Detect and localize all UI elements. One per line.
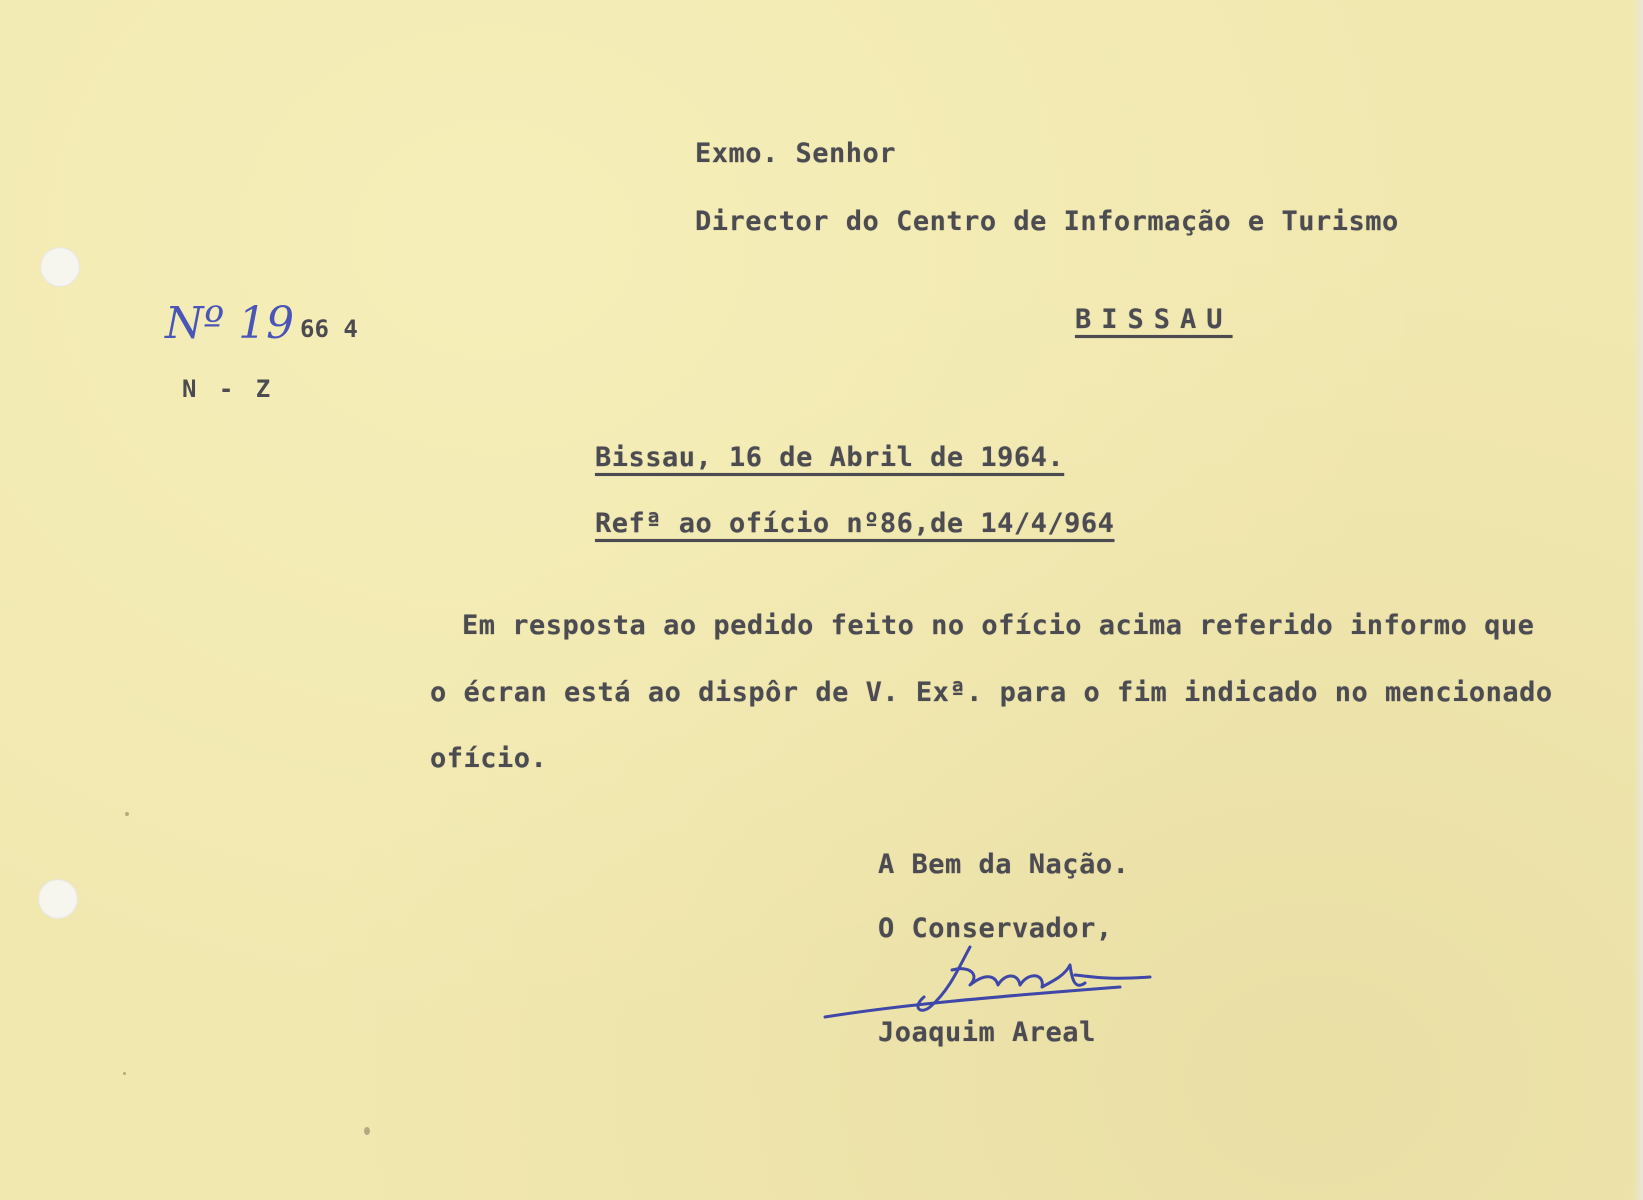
typed-file-number: 66 4 (300, 315, 358, 343)
recipient-city: BISSAU (1075, 304, 1233, 335)
handwritten-file-number: Nº 19 (165, 298, 295, 349)
date-line: Bissau, 16 de Abril de 1964. (595, 442, 1065, 473)
paper-speck (123, 1072, 126, 1075)
paper-speck (364, 1127, 370, 1135)
signer-title: O Conservador, (878, 913, 1113, 944)
closing-line: A Bem da Nação. (878, 849, 1130, 880)
salutation: Exmo. Senhor (695, 138, 897, 169)
body-line-1: Em resposta ao pedido feito no ofício acima referido informo que (462, 610, 1535, 641)
body-line-3: ofício. (430, 743, 548, 774)
punch-hole-top (40, 247, 80, 287)
body-line-2: o écran está ao dispôr de V. Exª. para o fim indicado no mencionado (430, 677, 1553, 708)
punch-hole-bottom (38, 879, 78, 919)
paper-speck (125, 812, 129, 816)
handwritten-signature (820, 935, 1160, 1030)
recipient-line: Director do Centro de Informação e Turismo (695, 206, 1399, 237)
signer-name: Joaquim Areal (878, 1017, 1096, 1048)
file-code: N - Z (182, 375, 275, 403)
reference-line: Refª ao ofício nº86,de 14/4/964 (595, 508, 1115, 539)
